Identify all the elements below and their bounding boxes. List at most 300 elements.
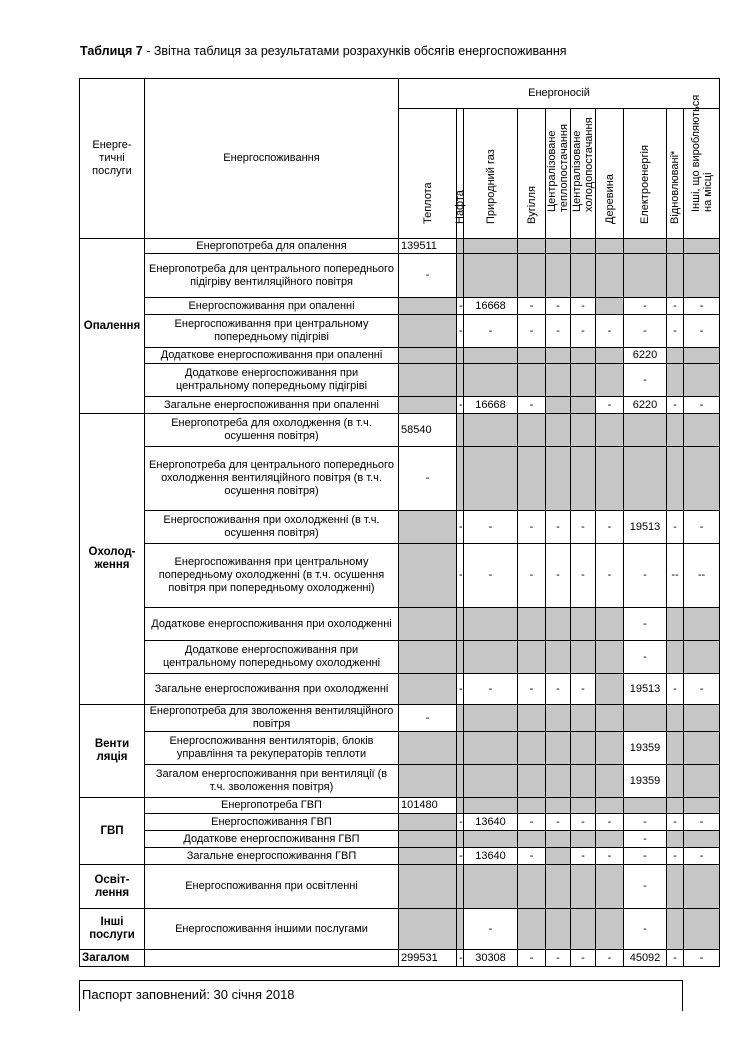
value-cell: - bbox=[667, 511, 684, 544]
value-cell bbox=[464, 865, 518, 909]
section-cell: ГВП bbox=[80, 798, 145, 865]
value-cell: - bbox=[571, 814, 596, 831]
value-cell bbox=[596, 732, 624, 765]
value-cell bbox=[546, 364, 571, 397]
value-cell bbox=[684, 348, 720, 364]
value-cell: - bbox=[667, 950, 684, 967]
value-cell: - bbox=[624, 865, 667, 909]
value-cell bbox=[624, 414, 667, 447]
value-cell bbox=[684, 705, 720, 732]
header-column bbox=[454, 109, 466, 239]
value-cell bbox=[596, 447, 624, 511]
table-row bbox=[80, 814, 720, 831]
value-cell bbox=[457, 608, 464, 641]
table-row bbox=[80, 447, 720, 511]
value-cell bbox=[457, 831, 464, 848]
table-row bbox=[80, 348, 720, 364]
table-row bbox=[80, 511, 720, 544]
header-column-label: Централізоване холодопостачання bbox=[571, 117, 595, 212]
value-cell bbox=[684, 364, 720, 397]
value-cell: - bbox=[518, 674, 546, 705]
value-cell: - bbox=[518, 814, 546, 831]
table-row bbox=[80, 732, 720, 765]
value-cell: - bbox=[464, 315, 518, 348]
value-cell bbox=[684, 254, 720, 298]
consumption-label: Енергоспоживання при освітленні bbox=[145, 865, 399, 909]
value-cell bbox=[667, 909, 684, 950]
value-cell bbox=[546, 765, 571, 798]
table-row bbox=[80, 765, 720, 798]
value-cell bbox=[596, 641, 624, 674]
value-cell: - bbox=[518, 848, 546, 865]
table-row bbox=[80, 705, 720, 732]
value-cell: - bbox=[457, 315, 464, 348]
section-cell: Охолод-ження bbox=[80, 414, 145, 705]
value-cell bbox=[464, 641, 518, 674]
value-cell bbox=[667, 254, 684, 298]
section-cell: Загалом bbox=[80, 950, 145, 967]
table-row bbox=[80, 798, 720, 814]
value-cell: 13640 bbox=[464, 814, 518, 831]
value-cell bbox=[518, 608, 546, 641]
value-cell bbox=[546, 831, 571, 848]
value-cell: 30308 bbox=[464, 950, 518, 967]
value-cell bbox=[457, 705, 464, 732]
value-cell bbox=[399, 848, 457, 865]
value-cell: - bbox=[546, 315, 571, 348]
value-cell: - bbox=[684, 848, 720, 865]
value-cell: - bbox=[684, 674, 720, 705]
value-cell bbox=[667, 641, 684, 674]
value-cell: - bbox=[571, 511, 596, 544]
value-cell bbox=[464, 705, 518, 732]
header-column bbox=[518, 109, 546, 239]
section-cell: Венти ляція bbox=[80, 705, 145, 798]
value-cell bbox=[518, 865, 546, 909]
consumption-label: Енергоспоживання при опаленні bbox=[145, 298, 399, 315]
value-cell bbox=[457, 732, 464, 765]
value-cell bbox=[624, 447, 667, 511]
value-cell bbox=[684, 865, 720, 909]
value-cell bbox=[464, 414, 518, 447]
value-cell bbox=[684, 909, 720, 950]
value-cell bbox=[596, 909, 624, 950]
table-row bbox=[80, 641, 720, 674]
value-cell bbox=[518, 364, 546, 397]
value-cell bbox=[399, 641, 457, 674]
value-cell: - bbox=[399, 705, 457, 732]
value-cell: - bbox=[457, 298, 464, 315]
value-cell bbox=[546, 414, 571, 447]
value-cell bbox=[571, 705, 596, 732]
value-cell bbox=[624, 798, 667, 814]
table-row bbox=[80, 831, 720, 848]
value-cell bbox=[399, 364, 457, 397]
value-cell bbox=[399, 765, 457, 798]
value-cell bbox=[457, 909, 464, 950]
value-cell bbox=[684, 831, 720, 848]
table-row bbox=[80, 544, 720, 608]
value-cell: - bbox=[399, 254, 457, 298]
value-cell: - bbox=[518, 544, 546, 608]
value-cell bbox=[399, 732, 457, 765]
value-cell bbox=[399, 831, 457, 848]
value-cell bbox=[667, 348, 684, 364]
value-cell bbox=[684, 798, 720, 814]
table-row bbox=[80, 848, 720, 865]
value-cell: 299531 bbox=[399, 950, 457, 967]
header-column-label: Електроенергія bbox=[639, 145, 651, 224]
value-cell bbox=[684, 608, 720, 641]
value-cell: - bbox=[571, 674, 596, 705]
section-cell: Інші послуги bbox=[80, 909, 145, 950]
consumption-label: Загальне енергоспоживання при опаленні bbox=[145, 397, 399, 414]
value-cell bbox=[571, 364, 596, 397]
value-cell: - bbox=[596, 397, 624, 414]
value-cell bbox=[667, 798, 684, 814]
value-cell: - bbox=[667, 298, 684, 315]
consumption-label: Додаткове енергоспоживання при опаленні bbox=[145, 348, 399, 364]
section-cell: Освіт-лення bbox=[80, 865, 145, 909]
value-cell bbox=[546, 447, 571, 511]
value-cell: 6220 bbox=[624, 348, 667, 364]
value-cell bbox=[684, 732, 720, 765]
consumption-label: Енергоспоживання вентиляторів, блоків управління та рекуператорів теплоти bbox=[145, 732, 399, 765]
value-cell: - bbox=[624, 831, 667, 848]
table-row bbox=[80, 239, 720, 254]
value-cell bbox=[399, 298, 457, 315]
header-column bbox=[464, 109, 518, 239]
value-cell bbox=[667, 705, 684, 732]
value-cell: - bbox=[596, 848, 624, 865]
value-cell bbox=[667, 364, 684, 397]
value-cell: - bbox=[571, 315, 596, 348]
value-cell: - bbox=[667, 848, 684, 865]
value-cell bbox=[667, 239, 684, 254]
value-cell: - bbox=[624, 909, 667, 950]
table-caption bbox=[80, 44, 567, 58]
value-cell bbox=[596, 765, 624, 798]
value-cell bbox=[464, 254, 518, 298]
header-column bbox=[596, 109, 624, 239]
value-cell: - bbox=[518, 950, 546, 967]
consumption-label: Енергопотреба для зволоження вентиляційного повітря bbox=[145, 705, 399, 732]
consumption-label bbox=[145, 950, 399, 967]
value-cell: 19513 bbox=[624, 511, 667, 544]
value-cell bbox=[518, 798, 546, 814]
value-cell: - bbox=[596, 315, 624, 348]
value-cell bbox=[596, 298, 624, 315]
value-cell bbox=[684, 414, 720, 447]
consumption-label: Енергоспоживання при охолодженні (в т.ч. осушення повітря) bbox=[145, 511, 399, 544]
value-cell bbox=[464, 732, 518, 765]
value-cell: - bbox=[596, 544, 624, 608]
value-cell: - bbox=[457, 848, 464, 865]
value-cell bbox=[596, 414, 624, 447]
caption-text: - Звітна таблиця за результатами розрахунків обсягів енергоспоживання bbox=[142, 44, 567, 58]
value-cell bbox=[464, 798, 518, 814]
value-cell bbox=[399, 544, 457, 608]
value-cell: 19359 bbox=[624, 765, 667, 798]
consumption-label: Загалом енергоспоживання при вентиляції (в т.ч. зволоження повітря) bbox=[145, 765, 399, 798]
header-column bbox=[624, 109, 667, 239]
value-cell bbox=[667, 865, 684, 909]
value-cell bbox=[546, 732, 571, 765]
value-cell bbox=[518, 831, 546, 848]
value-cell bbox=[571, 447, 596, 511]
value-cell bbox=[518, 348, 546, 364]
value-cell: - bbox=[457, 511, 464, 544]
value-cell: - bbox=[624, 544, 667, 608]
value-cell bbox=[571, 348, 596, 364]
consumption-label: Загальне енергоспоживання ГВП bbox=[145, 848, 399, 865]
value-cell: - bbox=[624, 641, 667, 674]
header-column-label: Деревина bbox=[603, 174, 616, 224]
value-cell bbox=[546, 608, 571, 641]
header-column bbox=[571, 109, 596, 239]
value-cell bbox=[596, 798, 624, 814]
value-cell bbox=[624, 239, 667, 254]
value-cell: -- bbox=[684, 544, 720, 608]
consumption-label: Додаткове енергоспоживання при центральному попередньому охолодженні bbox=[145, 641, 399, 674]
value-cell: - bbox=[624, 364, 667, 397]
value-cell bbox=[399, 865, 457, 909]
value-cell: - bbox=[457, 674, 464, 705]
value-cell bbox=[571, 608, 596, 641]
value-cell: - bbox=[571, 544, 596, 608]
header-column bbox=[546, 109, 571, 239]
value-cell bbox=[457, 254, 464, 298]
consumption-label: Енергоспоживання при центральному попередньому охолодженні (в т.ч. осушення повітря при попередньому охолодженні) bbox=[145, 544, 399, 608]
value-cell: - bbox=[457, 544, 464, 608]
value-cell: 19359 bbox=[624, 732, 667, 765]
value-cell: - bbox=[624, 608, 667, 641]
value-cell: - bbox=[684, 950, 720, 967]
value-cell bbox=[571, 909, 596, 950]
value-cell bbox=[457, 239, 464, 254]
value-cell: - bbox=[546, 298, 571, 315]
value-cell bbox=[399, 315, 457, 348]
table-row bbox=[80, 674, 720, 705]
value-cell bbox=[518, 732, 546, 765]
value-cell bbox=[624, 254, 667, 298]
header-column-label: Централізоване теплопостачання bbox=[546, 124, 570, 212]
value-cell bbox=[596, 608, 624, 641]
value-cell bbox=[571, 641, 596, 674]
passport-footer bbox=[79, 980, 683, 1011]
value-cell: - bbox=[684, 397, 720, 414]
consumption-label: Енергопотреба ГВП bbox=[145, 798, 399, 814]
value-cell: -- bbox=[667, 544, 684, 608]
value-cell bbox=[464, 831, 518, 848]
value-cell bbox=[464, 239, 518, 254]
value-cell: - bbox=[571, 298, 596, 315]
value-cell bbox=[518, 765, 546, 798]
value-cell: - bbox=[546, 814, 571, 831]
value-cell: - bbox=[684, 315, 720, 348]
header-column-label: Вугілля bbox=[525, 186, 538, 224]
consumption-label: Додаткове енергоспоживання при центральному попередньому підігріві bbox=[145, 364, 399, 397]
value-cell bbox=[399, 511, 457, 544]
value-cell: - bbox=[624, 298, 667, 315]
value-cell: - bbox=[667, 397, 684, 414]
value-cell: - bbox=[684, 511, 720, 544]
value-cell: - bbox=[571, 848, 596, 865]
value-cell bbox=[684, 765, 720, 798]
energy-table bbox=[79, 78, 720, 967]
section-cell: Опалення bbox=[80, 239, 145, 414]
value-cell: - bbox=[546, 544, 571, 608]
value-cell: - bbox=[457, 814, 464, 831]
value-cell bbox=[571, 765, 596, 798]
value-cell: 6220 bbox=[624, 397, 667, 414]
table-row bbox=[80, 397, 720, 414]
value-cell bbox=[684, 239, 720, 254]
header-column-label: Інші, що виробляються на місці bbox=[689, 94, 714, 212]
value-cell bbox=[667, 831, 684, 848]
value-cell bbox=[596, 831, 624, 848]
value-cell: - bbox=[518, 511, 546, 544]
value-cell: 58540 bbox=[399, 414, 457, 447]
value-cell: - bbox=[596, 511, 624, 544]
value-cell bbox=[518, 705, 546, 732]
value-cell bbox=[571, 865, 596, 909]
value-cell bbox=[457, 447, 464, 511]
table-row bbox=[80, 298, 720, 315]
consumption-label: Енергопотреба для центрального попереднього охолодження вентиляційного повітря (в т.ч. осушення повітря) bbox=[145, 447, 399, 511]
value-cell bbox=[546, 348, 571, 364]
header-carriers: Енергоносій bbox=[399, 79, 720, 109]
header-column bbox=[667, 109, 684, 239]
value-cell bbox=[399, 397, 457, 414]
consumption-label: Енергоспоживання ГВП bbox=[145, 814, 399, 831]
value-cell bbox=[546, 641, 571, 674]
value-cell bbox=[457, 348, 464, 364]
value-cell bbox=[667, 608, 684, 641]
value-cell: 139511 bbox=[399, 239, 457, 254]
header-column-label: Теплота bbox=[421, 182, 434, 224]
value-cell bbox=[546, 254, 571, 298]
value-cell bbox=[571, 414, 596, 447]
table-row bbox=[80, 254, 720, 298]
value-cell bbox=[399, 909, 457, 950]
value-cell: - bbox=[518, 397, 546, 414]
value-cell: - bbox=[667, 674, 684, 705]
value-cell: - bbox=[624, 315, 667, 348]
value-cell: - bbox=[464, 544, 518, 608]
footer-text: Паспорт заповнений: 30 січня 2018 bbox=[82, 987, 295, 1002]
consumption-label: Енергоспоживання іншими послугами bbox=[145, 909, 399, 950]
header-column bbox=[684, 94, 720, 239]
table-row bbox=[80, 608, 720, 641]
value-cell: - bbox=[457, 950, 464, 967]
value-cell: - bbox=[546, 950, 571, 967]
value-cell: 16668 bbox=[464, 298, 518, 315]
value-cell bbox=[518, 254, 546, 298]
value-cell: - bbox=[684, 298, 720, 315]
value-cell: - bbox=[684, 814, 720, 831]
value-cell bbox=[464, 364, 518, 397]
value-cell bbox=[457, 414, 464, 447]
value-cell bbox=[464, 765, 518, 798]
value-cell bbox=[667, 732, 684, 765]
value-cell bbox=[596, 674, 624, 705]
table-row bbox=[80, 315, 720, 348]
value-cell bbox=[667, 414, 684, 447]
value-cell bbox=[546, 798, 571, 814]
value-cell: - bbox=[457, 397, 464, 414]
header-column-label: Природний газ bbox=[484, 149, 497, 224]
value-cell bbox=[571, 397, 596, 414]
value-cell bbox=[684, 641, 720, 674]
header-services: Енерге-тичні послуги bbox=[80, 79, 145, 239]
value-cell bbox=[457, 641, 464, 674]
value-cell: - bbox=[399, 447, 457, 511]
header-consumption: Енергоспоживання bbox=[145, 79, 399, 239]
value-cell bbox=[596, 239, 624, 254]
value-cell bbox=[667, 765, 684, 798]
table-row bbox=[80, 865, 720, 909]
value-cell bbox=[518, 641, 546, 674]
value-cell bbox=[464, 447, 518, 511]
value-cell bbox=[596, 348, 624, 364]
value-cell bbox=[624, 705, 667, 732]
value-cell bbox=[457, 765, 464, 798]
value-cell bbox=[518, 447, 546, 511]
value-cell bbox=[596, 705, 624, 732]
table-row bbox=[80, 414, 720, 447]
value-cell: - bbox=[464, 909, 518, 950]
consumption-label: Енергопотреба для охолодження (в т.ч. осушення повітря) bbox=[145, 414, 399, 447]
value-cell bbox=[464, 348, 518, 364]
value-cell: - bbox=[596, 814, 624, 831]
value-cell bbox=[596, 254, 624, 298]
value-cell bbox=[571, 239, 596, 254]
value-cell bbox=[684, 447, 720, 511]
value-cell bbox=[464, 608, 518, 641]
consumption-label: Додаткове енергоспоживання ГВП bbox=[145, 831, 399, 848]
value-cell bbox=[571, 732, 596, 765]
value-cell: - bbox=[571, 950, 596, 967]
value-cell bbox=[518, 414, 546, 447]
value-cell bbox=[571, 798, 596, 814]
value-cell bbox=[399, 674, 457, 705]
table-row bbox=[80, 950, 720, 967]
value-cell bbox=[667, 447, 684, 511]
value-cell bbox=[399, 814, 457, 831]
value-cell bbox=[546, 705, 571, 732]
value-cell bbox=[546, 848, 571, 865]
value-cell: - bbox=[624, 848, 667, 865]
value-cell bbox=[596, 865, 624, 909]
value-cell: - bbox=[518, 298, 546, 315]
value-cell: - bbox=[546, 674, 571, 705]
header-column-label: Відновлювані* bbox=[669, 150, 681, 224]
value-cell: 16668 bbox=[464, 397, 518, 414]
value-cell bbox=[518, 909, 546, 950]
table-row bbox=[80, 364, 720, 397]
value-cell: - bbox=[518, 315, 546, 348]
value-cell: - bbox=[624, 814, 667, 831]
value-cell: 13640 bbox=[464, 848, 518, 865]
value-cell: 19513 bbox=[624, 674, 667, 705]
header-column-label: Нафта bbox=[454, 190, 466, 224]
consumption-label: Загальне енергоспоживання при охолодженні bbox=[145, 674, 399, 705]
consumption-label: Додаткове енергоспоживання при охолодженні bbox=[145, 608, 399, 641]
value-cell: - bbox=[464, 511, 518, 544]
value-cell bbox=[546, 865, 571, 909]
value-cell bbox=[571, 254, 596, 298]
